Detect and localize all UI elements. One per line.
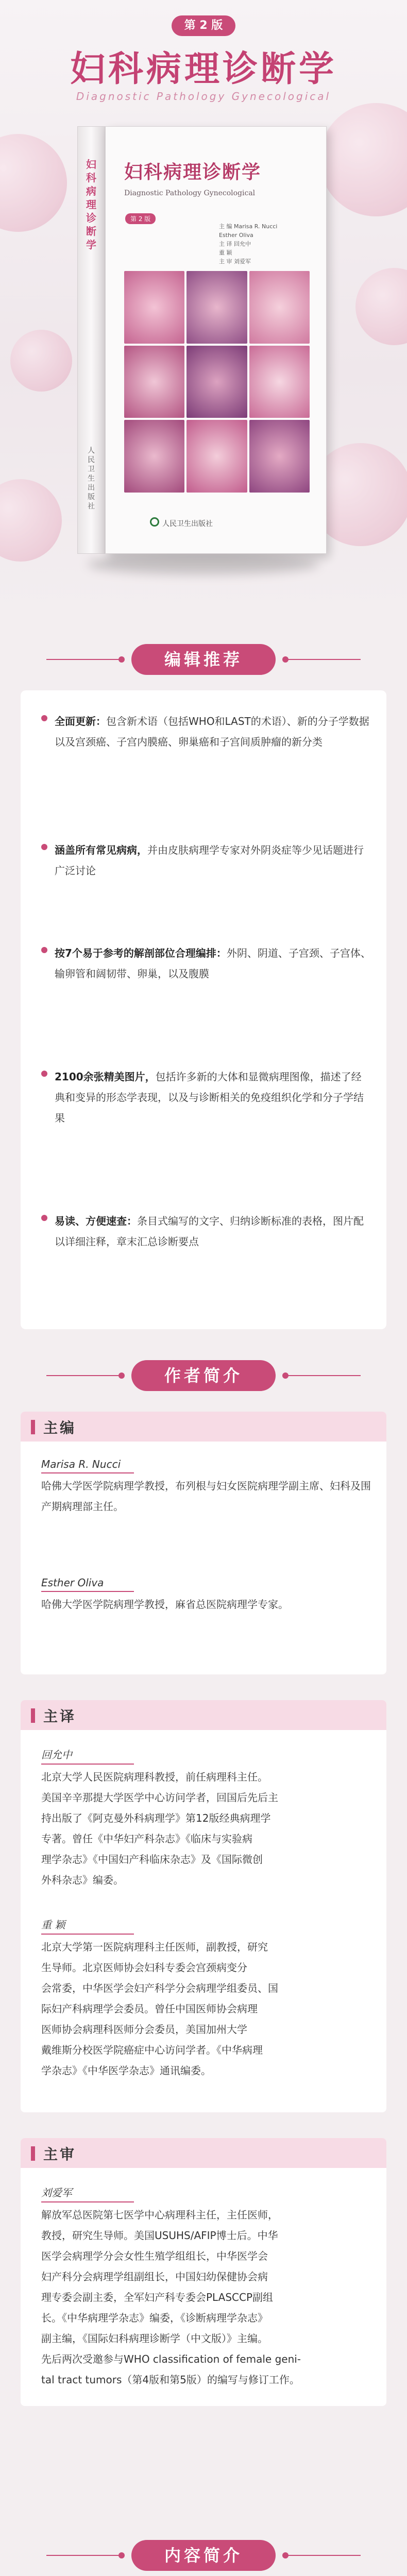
- recommend-text: 包括许多新的大体和显微病理图像，描述了经典和变异的形态学表现，以及与诊断相关的免疫组织化学和分子学结果: [55, 1071, 364, 1124]
- cover-image-grid: [124, 271, 310, 493]
- cover-micrograph: [124, 271, 184, 344]
- edition-badge: 第 2 版: [172, 15, 235, 36]
- recommend-card: [21, 690, 386, 1329]
- bio-line: 妇产科分会病理学组副组长，中国妇幼保健协会病: [41, 2270, 268, 2283]
- bio-line: 理专委会副主委，全军妇产科专委会PLASCCP副组: [41, 2291, 274, 2303]
- bullet-icon: [41, 1071, 47, 1077]
- bio-line: 美国辛辛那提大学医学中心访问学者，回国后先后主: [41, 1791, 278, 1804]
- bio-line: 专著。曾任《中华妇产科杂志》《临床与实验病: [41, 1833, 252, 1845]
- divider-dot: [118, 656, 125, 663]
- spine-publisher: 人民卫生出版社: [88, 447, 95, 511]
- bio-line: 外科杂志》编委。: [41, 1874, 124, 1886]
- recommend-text: 包含新术语（包括WHO和LAST的术语）、新的分子学数据以及宫颈癌、子宫内膜癌、卵巢癌和子宫间质肿瘤的新分类: [55, 715, 369, 748]
- divider-line: [46, 1375, 124, 1376]
- reviewer-card: [21, 2138, 386, 2406]
- bio-line: 学杂志》《中华医学杂志》通讯编委。: [41, 2064, 211, 2077]
- section-title: 内容简介: [131, 2540, 276, 2571]
- section-header-authors: [0, 1360, 407, 1391]
- editor-entry: [41, 1458, 371, 1517]
- divider-line: [283, 1375, 361, 1376]
- editor-entry: [41, 1577, 371, 1615]
- recommend-item: [41, 711, 371, 752]
- bio-line: 北京大学人民医院病理科教授，前任病理科主任。: [41, 1771, 268, 1783]
- cover-micrograph: [249, 420, 310, 493]
- translator-entry: [41, 1747, 371, 1890]
- bio-line: 医学会病理学分会女性生殖学组组长，中华医学会: [41, 2250, 268, 2262]
- bullet-icon: [41, 1215, 47, 1221]
- divider-dot: [118, 1372, 125, 1379]
- cover-micrograph: [186, 420, 247, 493]
- cover-authors: [219, 222, 312, 266]
- bio-line: 理学杂志》《中国妇产科临床杂志》及《国际微创: [41, 1853, 263, 1866]
- cover-micrograph: [124, 346, 184, 418]
- bio-line: 副主编，《国际妇科病理诊断学（中文版）》主编。: [41, 2332, 268, 2345]
- cover-publisher: 人民卫生出版社: [162, 520, 213, 528]
- cover-en-title: Diagnostic Pathology Gynecological: [124, 189, 256, 197]
- section-title: 编辑推荐: [131, 644, 276, 675]
- cover-author-line: 主 编 Marisa R. Nucci: [219, 223, 278, 230]
- decor-bubble: [319, 103, 407, 216]
- divider-dot: [118, 2552, 125, 2558]
- section-header-recommend: [0, 644, 407, 675]
- cover-author-line: Esther Oliva: [219, 232, 253, 239]
- cover-micrograph: [124, 420, 184, 493]
- section-header-intro: [0, 2540, 407, 2571]
- cover-micrograph: [249, 271, 310, 344]
- recommend-item: [41, 840, 371, 881]
- reviewer-tag: [21, 2138, 386, 2168]
- hero-banner: [0, 0, 407, 618]
- cover-micrograph: [186, 271, 247, 344]
- editors-tag: [21, 1412, 386, 1442]
- editors-label: 主编: [43, 1419, 77, 1436]
- tag-stripe: [31, 1420, 35, 1434]
- divider-line: [283, 659, 361, 660]
- divider-line: [46, 2555, 124, 2556]
- bullet-icon: [41, 844, 47, 850]
- recommend-item: [41, 1211, 371, 1252]
- recommend-title: 全面更新：: [55, 715, 106, 727]
- person-name: 刘爱军: [41, 2184, 134, 2202]
- book-shadow: [88, 554, 319, 574]
- person-bio: 哈佛大学医学院病理学教授，麻省总医院病理学专家。: [41, 1598, 289, 1611]
- bio-line: 会常委，中华医学会妇产科学分会病理学组委员、国: [41, 1982, 278, 1994]
- bullet-icon: [41, 947, 47, 953]
- spine-title: 妇科病理诊断学: [86, 158, 96, 251]
- bio-line: 解放军总医院第七医学中心病理科主任，主任医师，: [41, 2209, 278, 2221]
- cover-micrograph: [186, 346, 247, 418]
- recommend-item: [41, 943, 371, 984]
- translators-label: 主译: [43, 1708, 77, 1725]
- bio-line: 长。《中华病理学杂志》编委，《诊断病理学杂志》: [41, 2312, 268, 2324]
- book-cover: [105, 126, 327, 554]
- translators-card: [21, 1700, 386, 2112]
- reviewer-entry: [41, 2184, 371, 2390]
- hero-subtitle: Diagnostic Pathology Gynecological: [76, 90, 331, 103]
- recommend-text: 条目式编写的文字、归纳诊断标准的表格，图片配以详细注释，章末汇总诊断要点: [55, 1215, 364, 1248]
- person-bio: 哈佛大学医学院病理学教授，布列根与妇女医院病理学副主席、妇科及围产期病理部主任。: [41, 1480, 371, 1513]
- bio-line: 医师协会病理科医师分会委员，美国加州大学: [41, 2023, 247, 2036]
- section-title: 作者简介: [131, 1360, 276, 1391]
- person-name: Esther Oliva: [41, 1577, 134, 1592]
- tag-stripe: [31, 2146, 35, 2161]
- bio-line: 戴维斯分校医学院癌症中心访问学者。《中华病理: [41, 2044, 263, 2056]
- bio-line: 教授，研究生导师。美国USUHS/AFIP博士后。中华: [41, 2229, 278, 2242]
- recommend-item: [41, 1066, 371, 1128]
- cover-title: 妇科病理诊断学: [124, 162, 262, 183]
- cover-micrograph: [249, 346, 310, 418]
- cover-author-line: 主 审 刘爱军: [219, 258, 251, 265]
- decor-bubble: [355, 268, 407, 345]
- recommend-title: 易读、方便速查：: [55, 1215, 137, 1227]
- decor-bubble: [0, 479, 62, 562]
- bio-line: 持出版了《阿克曼外科病理学》第12版经典病理学: [41, 1812, 271, 1824]
- recommend-title: 按7个易于参考的解剖部位合理编排：: [55, 947, 227, 959]
- book-spine: [77, 126, 105, 554]
- recommend-title: 涵盖所有常见病病，: [55, 844, 147, 856]
- bio-line: tal tract tumors（第4版和第5版）的编写与修订工作。: [41, 2374, 300, 2386]
- recommend-text: 外阴、阴道、子宫颈、子宫体、输卵管和阔韧带、卵巢，以及腹膜: [55, 947, 371, 980]
- translator-entry: [41, 1917, 371, 2081]
- person-name: 回允中: [41, 1747, 134, 1765]
- bio-line: 际妇产科病理学会委员。曾任中国医师协会病理: [41, 2003, 258, 2015]
- translators-tag: [21, 1700, 386, 1730]
- cover-author-line: 主 译 回允中: [219, 241, 251, 247]
- hero-title: 妇科病理诊断学: [70, 49, 337, 90]
- publisher-logo-icon: [150, 517, 159, 527]
- divider-line: [283, 2555, 361, 2556]
- person-name: Marisa R. Nucci: [41, 1458, 134, 1473]
- bio-line: 先后两次受邀参与WHO classification of female geni-: [41, 2353, 301, 2365]
- bio-line: 北京大学第一医院病理科主任医师，副教授，研究: [41, 1941, 268, 1953]
- decor-bubble: [10, 330, 72, 392]
- bio-line: 生导师。北京医师协会妇科专委会宫颈病变分: [41, 1961, 247, 1974]
- recommend-text: 并由皮肤病理学专家对外阴炎症等少见话题进行广泛讨论: [55, 844, 364, 877]
- person-name: 重 颖: [41, 1917, 134, 1935]
- divider-line: [46, 659, 124, 660]
- editors-card: [21, 1412, 386, 1674]
- reviewer-label: 主审: [43, 2146, 77, 2163]
- cover-edition: 第 2 版: [125, 213, 156, 224]
- bullet-icon: [41, 715, 47, 721]
- cover-author-line: 重 颖: [219, 249, 232, 256]
- decor-bubble: [0, 134, 67, 232]
- tag-stripe: [31, 1708, 35, 1723]
- recommend-title: 2100余张精美图片，: [55, 1071, 156, 1083]
